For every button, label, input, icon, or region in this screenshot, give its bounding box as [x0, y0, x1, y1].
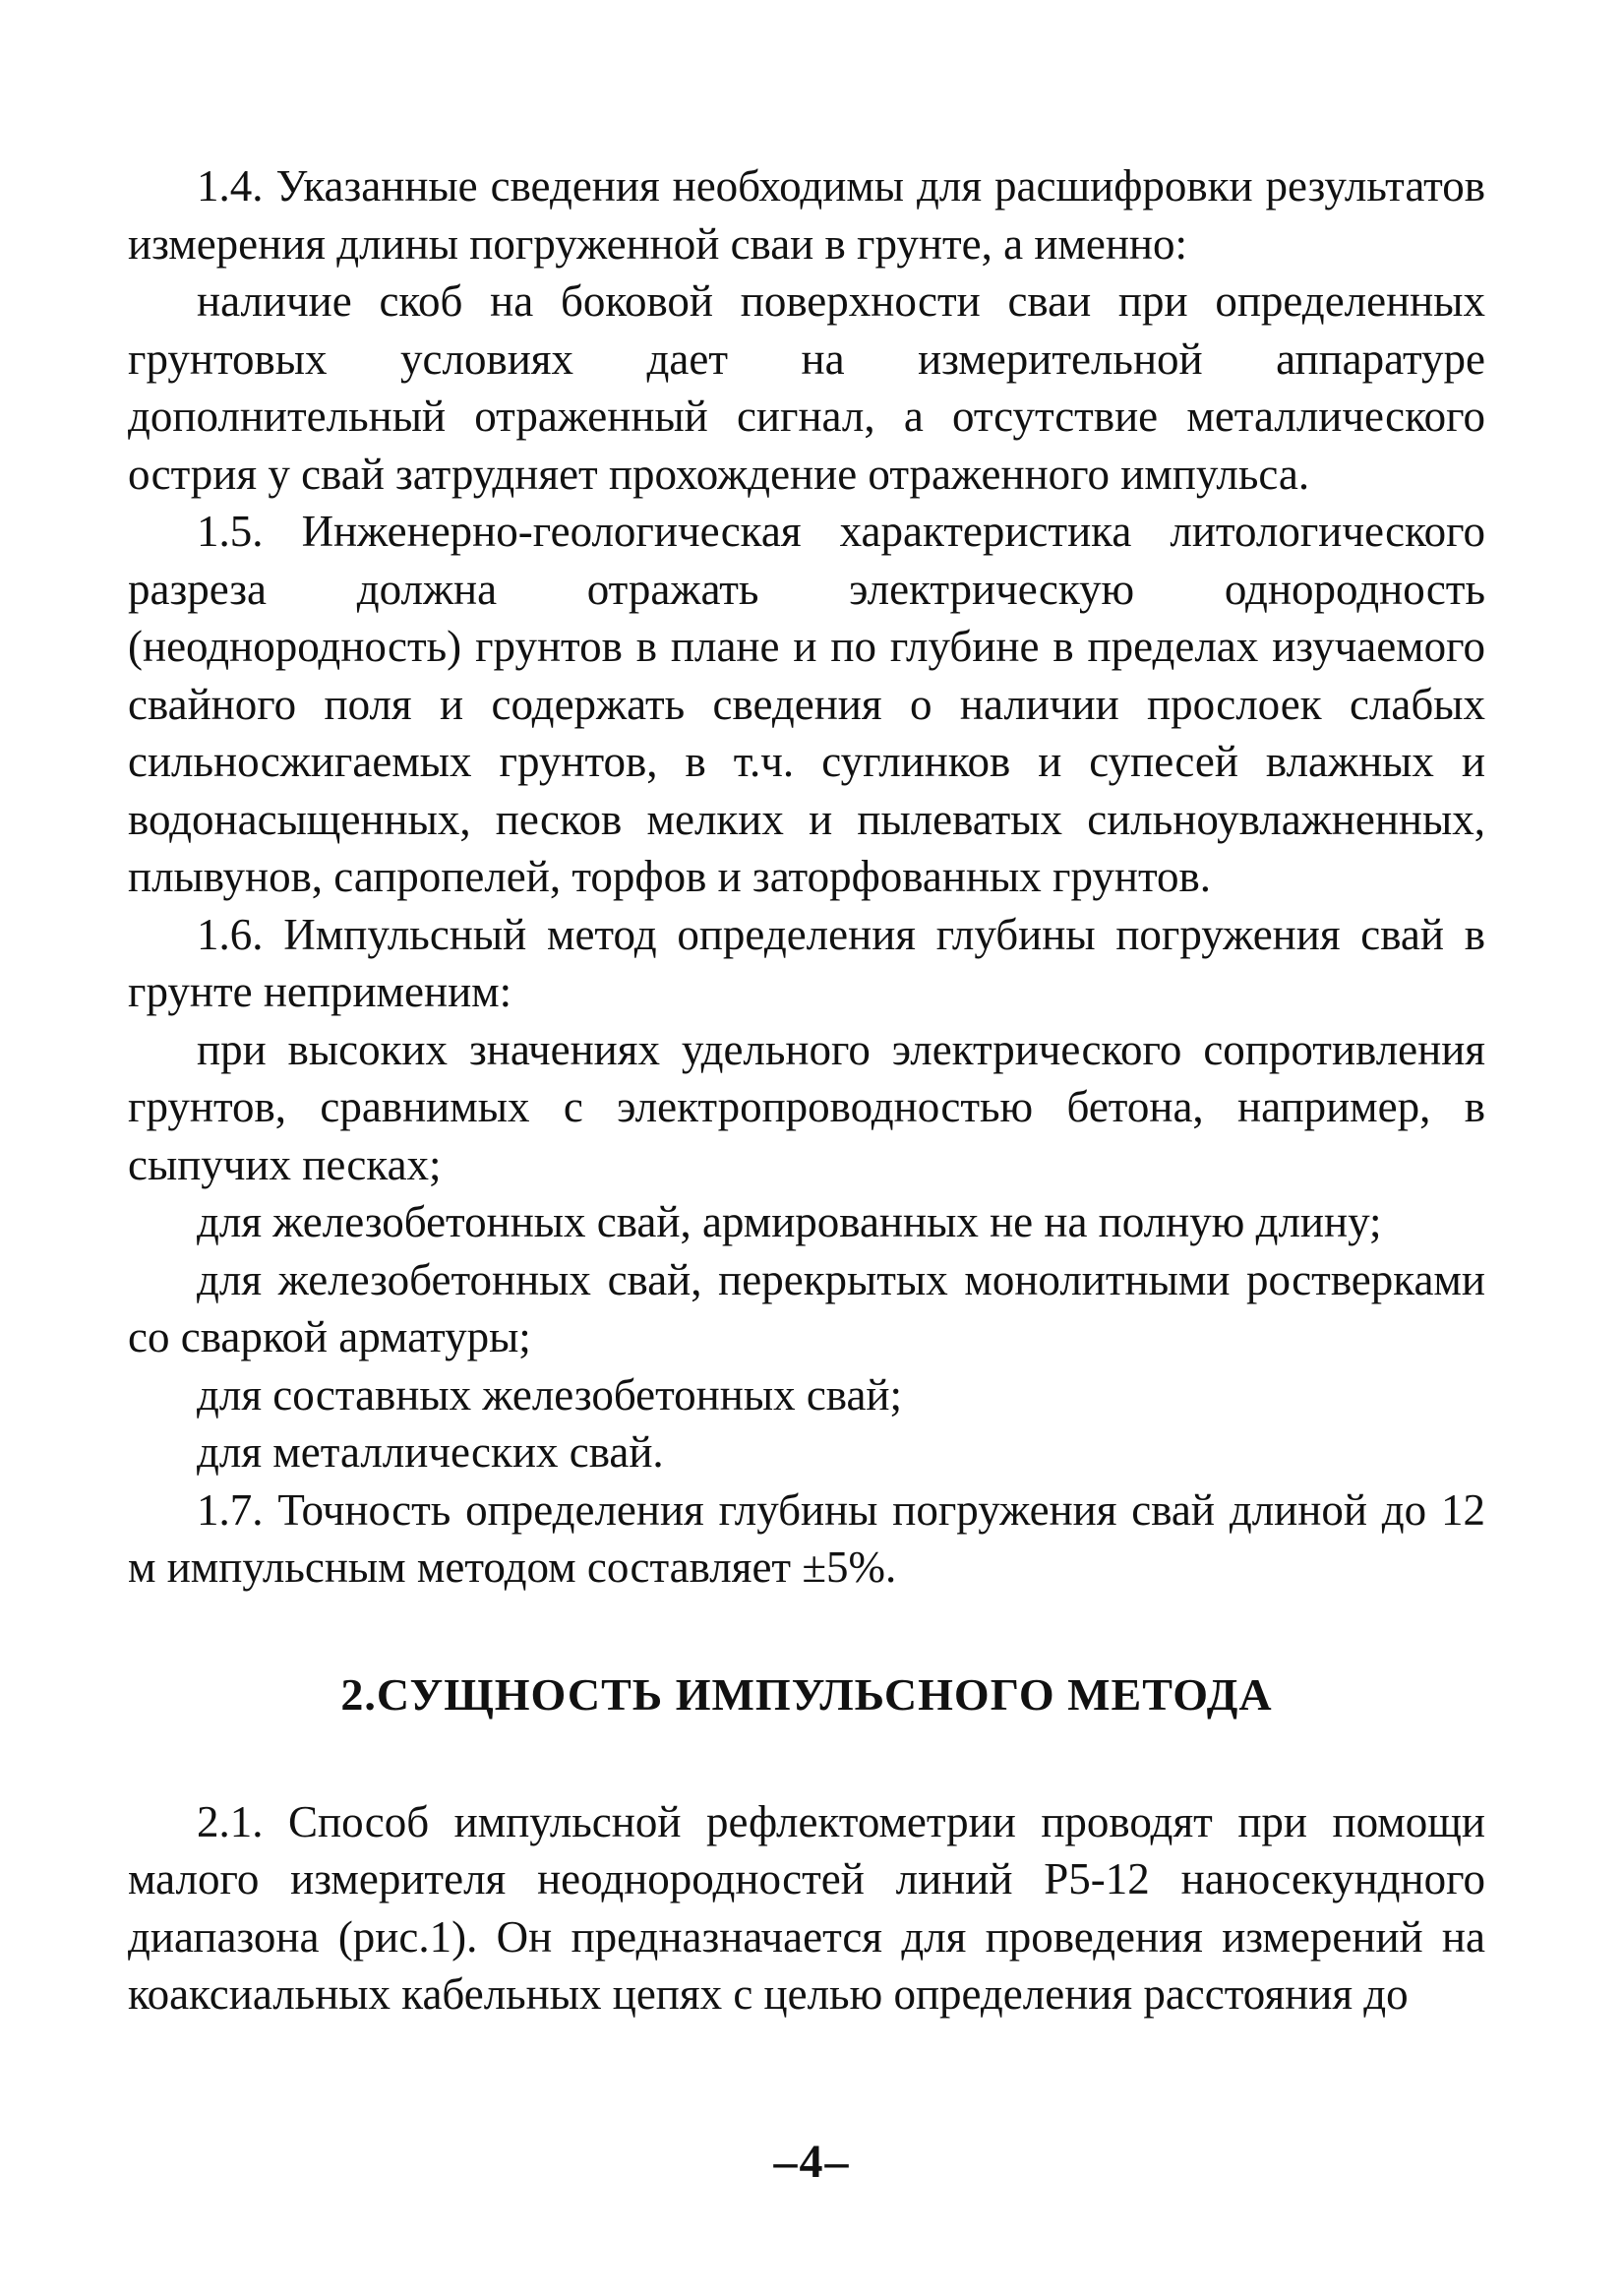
paragraph-1-6: 1.6. Импульсный метод определения глубины погружения свай в грунте неприменим:	[128, 909, 1485, 1016]
paragraph-1-6-item-3: для железобетонных свай, перекрытых монолитными ростверками со сваркой арматуры;	[128, 1254, 1485, 1361]
paragraph-1-4: 1.4. Указанные сведения необходимы для расшифровки результатов измерения длины погруженной сваи в грунте, а именно:	[128, 161, 1485, 269]
paragraph-1-4-detail: наличие скоб на боковой поверхности сваи при определенных грунтовых условиях дает на измерительной аппаратуре дополнительный отраженный сигнал, а отсутствие металлического острия у свай затрудняет прохождение отраженного импульса.	[128, 276, 1485, 499]
paragraph-2-1: 2.1. Способ импульсной рефлектометрии проводят при помощи малого измерителя неоднородностей линий Р5-12 наносекундного диапазона (рис.1). Он предназначается для проведения измерений на коаксиальных кабельных цепях с целью определения расстояния до	[128, 1796, 1485, 2019]
paragraph-1-6-item-4: для составных железобетонных свай;	[197, 1369, 903, 1420]
page-content	[128, 157, 1485, 2024]
paragraph-1-6-item-5: для металлических свай.	[197, 1427, 664, 1477]
paragraph-1-7: 1.7. Точность определения глубины погружения свай длиной до 12 м импульсным методом составляет ±5%.	[128, 1484, 1485, 1592]
paragraph-1-6-item-2: для железобетонных свай, армированных не на полную длину;	[197, 1197, 1382, 1246]
page-number: –4–	[773, 2136, 851, 2188]
section-heading: 2.СУЩНОСТЬ ИМПУЛЬСНОГО МЕТОДА	[340, 1668, 1273, 1720]
paragraph-1-5: 1.5. Инженерно-геологическая характеристика литологического разреза должна отражать электрическую однородность (неоднородность) грунтов в плане и по глубине в пределах изучаемого свайного поля и содержать сведения о наличии прослоек слабых сильносжигаемых грунтов, в т.ч. суглинков и супесей влажных и водонасыщенных, песков мелких и пылеватых сильноувлажненных, плывунов, сапропелей, торфов и заторфованных грунтов.	[128, 507, 1485, 901]
paragraph-1-6-item-1: при высоких значениях удельного электрического сопротивления грунтов, сравнимых с электропроводностью бетона, например, в сыпучих песках;	[128, 1024, 1485, 1189]
